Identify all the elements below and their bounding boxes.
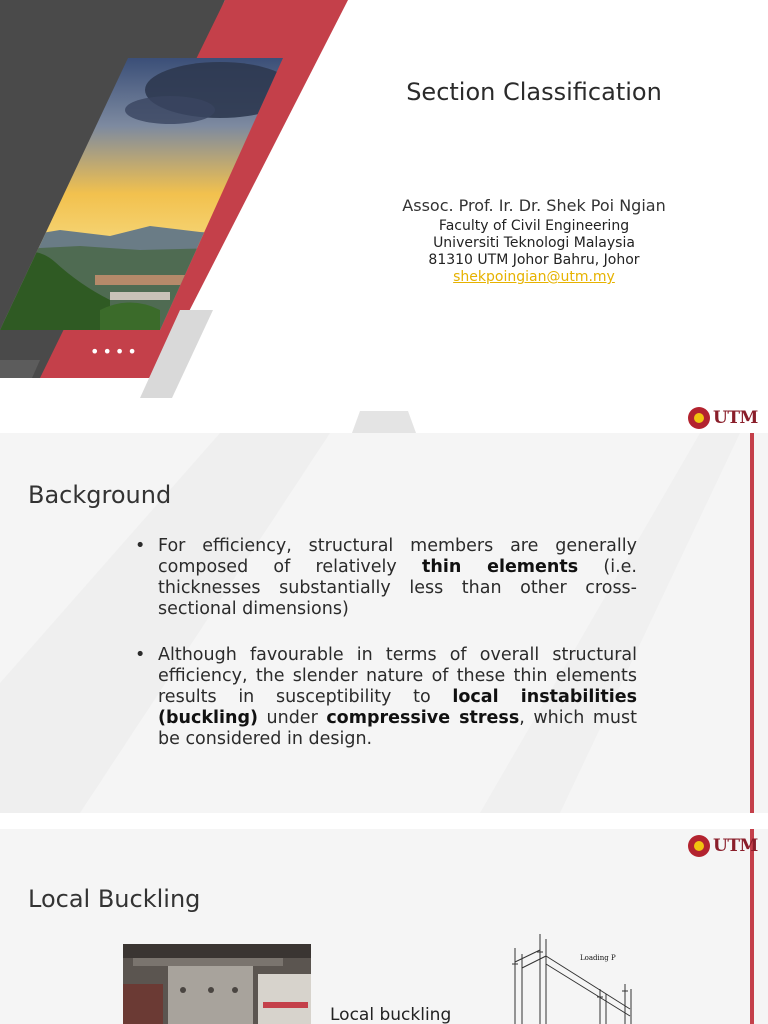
bullet-emphasis: local instabilities (buckling) bbox=[158, 687, 637, 728]
author-block bbox=[300, 196, 768, 286]
author-email-link[interactable]: shekpoingian@utm.my bbox=[453, 269, 615, 285]
utm-seal-icon bbox=[688, 407, 710, 429]
bullet-text: (i.e. thicknesses substantially less than other cross-sectional dimensions) bbox=[158, 557, 637, 619]
utm-seal-icon bbox=[688, 835, 710, 857]
slide-separator bbox=[0, 407, 768, 433]
buckling-diagram bbox=[500, 934, 640, 1024]
utm-logo-text: UTM bbox=[713, 408, 758, 428]
bullet-text: Although favourable in terms of overall structural efficiency, the slender nature of these thin elements results in susceptibility to bbox=[158, 645, 637, 707]
red-accent-bar bbox=[750, 829, 754, 1024]
affiliation-university: Universiti Teknologi Malaysia bbox=[433, 235, 635, 251]
bullet-item bbox=[135, 536, 637, 620]
bullet-emphasis: compressive stress bbox=[326, 708, 520, 728]
slide-heading: Local Buckling bbox=[28, 885, 201, 913]
local-buckling-slide bbox=[0, 829, 768, 1024]
background-slide bbox=[0, 433, 768, 813]
author-name: Assoc. Prof. Ir. Dr. Shek Poi Ngian bbox=[402, 196, 666, 215]
bullet-list bbox=[135, 536, 637, 775]
local-buckling-caption: Local buckling bbox=[330, 1005, 452, 1024]
affiliation-address: 81310 UTM Johor Bahru, Johor bbox=[428, 252, 640, 268]
affiliation-faculty: Faculty of Civil Engineering bbox=[438, 218, 630, 234]
utm-logo bbox=[688, 407, 758, 429]
bullet-text: under bbox=[257, 708, 327, 728]
separator-tab bbox=[0, 407, 768, 433]
presentation-title: Section Classification bbox=[406, 78, 662, 106]
utm-logo-text: UTM bbox=[713, 836, 758, 856]
title-slide bbox=[0, 0, 768, 407]
diagram-loading-label: Loading P bbox=[580, 954, 616, 962]
decorative-dots: •••• bbox=[90, 342, 140, 361]
bullet-item bbox=[135, 645, 637, 750]
bullet-text: For efficiency, structural members are generally composed of relatively bbox=[158, 536, 637, 577]
red-accent-bar bbox=[750, 433, 754, 813]
slide-heading: Background bbox=[28, 481, 172, 509]
bullet-text: , which must be considered in design. bbox=[158, 708, 637, 749]
utm-logo bbox=[688, 835, 758, 857]
buckling-test-photo bbox=[123, 944, 311, 1024]
bullet-emphasis: thin elements bbox=[422, 557, 579, 577]
